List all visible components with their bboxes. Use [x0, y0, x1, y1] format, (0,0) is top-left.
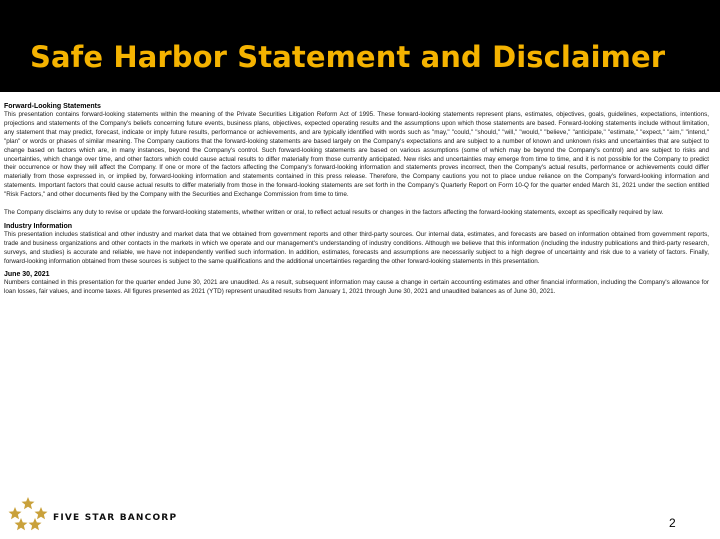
june-paragraph: Numbers contained in this presentation for the quarter ended June 30, 2021 are unaudited. As a result, subsequent information may cause a change in certain accounting estimates and other financial information, including the Company's allowance for loan losses, fair values, and income taxes. All figures presented as 2021 (YTD) represent unaudited results from January 1, 2021 through June 30, 2021 and unaudited balances as of June 30, 2021. — [4, 279, 709, 296]
header-band — [0, 0, 720, 92]
disclaimer-body — [4, 102, 709, 297]
star-icon — [35, 507, 48, 519]
june-heading: June 30, 2021 — [4, 271, 50, 279]
five-stars-icon — [8, 497, 48, 531]
industry-heading: Industry Information — [4, 222, 73, 230]
company-logo — [8, 497, 178, 531]
forward-looking-paragraph-2: The Company disclaims any duty to revise or update the forward-looking statements, whether written or oral, to reflect actual results or changes in the factors affecting the forward-looking statements, except as specifically required by law. — [4, 208, 664, 216]
forward-looking-paragraph-1: This presentation contains forward-looking statements within the meaning of the Private Securities Litigation Reform Act of 1995. These forward-looking statements represent plans, estimates, objectives, goals, guidelines, expectations, intentions, projections and statements of the Company's beliefs concerning future events, business plans, objectives, expected operating results and the assumptions upon which those statements are based. Forward-looking statements include without limitation, any statement that may predict, forecast, indicate or imply future results, performance or achievements, and are typically identified with words such as "may," "could," "should," "will," "would," "believe," "anticipate," "estimate," "expect," "aim," "intend," "plan" or words or phases of similar meaning. The Company cautions that the forward-looking statements are based largely on the Company's expectations and are subject to a number of known and unknown risks and uncertainties that are subject to change based on factors which are, in many instances, beyond the Company's control. Such forward-looking statements are based on various assumptions (some of which may be beyond the Company's control) and are subject to risks and uncertainties, which change over time, and other factors which could cause actual results to differ materially from those currently anticipated. New risks and uncertainties may emerge from time to time, and it is not possible for the Company to predict their occurrence or how they will affect the Company. If one or more of the factors affecting the Company's forward-looking information and statements proves incorrect, then the Company's actual results, performance or achievements could differ materially from those expressed in, or implied by, forward-looking information and statements contained in this press release. Therefore, the Company cautions you not to place undue reliance on the Company's forward-looking information and statements. Important factors that could cause actual results to differ materially from those in the forward-looking statements are set forth in the Company's Quarterly Report on Form 10-Q for the quarter ended March 31, 2021 under the section entitled "Risk Factors," and other documents filed by the Company with the Securities and Exchange Commission from time to time. — [4, 111, 709, 199]
page-number: 2 — [669, 516, 676, 530]
industry-paragraph: This presentation includes statistical and other industry and market data that we obtained from government reports and other third-party sources. Our internal data, estimates, and forecasts are based on information obtained from government reports, trade and business organizations and other contacts in the markets in which we operate and our management's understanding of industry conditions. Although we believe that this information (including the industry publications and third-party research, surveys, and studies) is accurate and reliable, we have not independently verified such information. In addition, estimates, forecasts and assumptions are necessarily subject to a high degree of uncertainty and risk due to a variety of factors. Finally, forward-looking information obtained from these sources is subject to the same qualifications and the additional uncertainties regarding the other forward-looking statements in this presentation. — [4, 230, 709, 265]
logo-wordmark: FIVE STAR BANCORP — [53, 513, 178, 523]
star-icon — [22, 497, 35, 509]
slide-title: Safe Harbor Statement and Disclaimer — [30, 40, 666, 74]
star-icon — [15, 518, 28, 530]
star-icon — [29, 518, 42, 530]
star-icon — [9, 507, 22, 519]
forward-looking-heading: Forward-Looking Statements — [4, 103, 101, 110]
